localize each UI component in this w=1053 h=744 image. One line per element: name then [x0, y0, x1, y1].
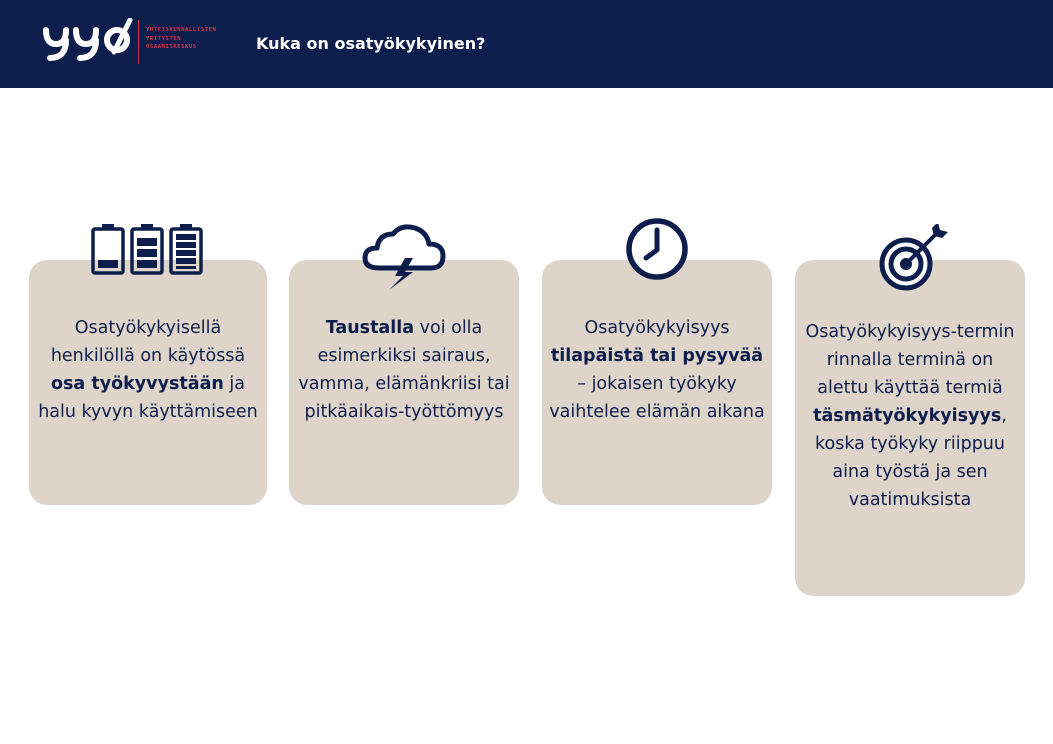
card-text: [548, 314, 766, 426]
card-text-run: – jokaisen työkyky vaihtelee elämän aikana: [549, 374, 765, 422]
info-card-2: [289, 260, 519, 505]
card-text-run: ja halu kyvyn käyttämiseen: [38, 374, 258, 422]
card-text-run: voi olla esimerkiksi sairaus, vamma, elämänkriisi tai pitkäaikais-työttömyys: [298, 318, 510, 422]
logo-tagline-line: YRITYSTEN: [146, 35, 182, 42]
card-text-bold: tilapäistä tai pysyvää: [550, 346, 764, 366]
clock-icon: [624, 216, 690, 286]
card-text-run: , koska työkyky riippuu aina työstä ja sen vaatimuksista: [815, 406, 1007, 510]
card-text-run: Osatyökykyisyys-termin rinnalla terminä on alettu käyttää termiä: [805, 322, 1015, 398]
info-card-4: [795, 260, 1025, 596]
info-card-1: [29, 260, 267, 505]
card-text: [295, 314, 513, 426]
logo-tagline: [146, 26, 216, 52]
card-text: [35, 314, 261, 426]
yyo-logo-mark: [42, 18, 134, 66]
card-text-bold: täsmätyökykyisyys: [813, 406, 1002, 426]
logo-divider: [138, 20, 139, 64]
yyo-logo: [42, 18, 134, 70]
logo-tagline-line: YHTEISKUNNALLISTEN: [146, 27, 217, 33]
header-bar: [0, 0, 1053, 88]
card-text-bold: osa työkyvystään: [50, 374, 224, 394]
page-title: Kuka on osatyökykyinen?: [256, 34, 486, 53]
logo-tagline-line: OSAAMISKESKUS: [146, 44, 197, 50]
storm-cloud-icon: [361, 220, 449, 296]
card-text-run: Osatyökykyisellä henkilöllä on käytössä: [50, 318, 246, 366]
card-text: [801, 318, 1019, 514]
info-card-3: [542, 260, 772, 505]
battery-icon: [90, 222, 204, 280]
target-icon: [876, 224, 948, 298]
card-text-run: Osatyökykyisyys: [584, 318, 730, 338]
card-text-bold: Taustalla: [325, 318, 415, 338]
